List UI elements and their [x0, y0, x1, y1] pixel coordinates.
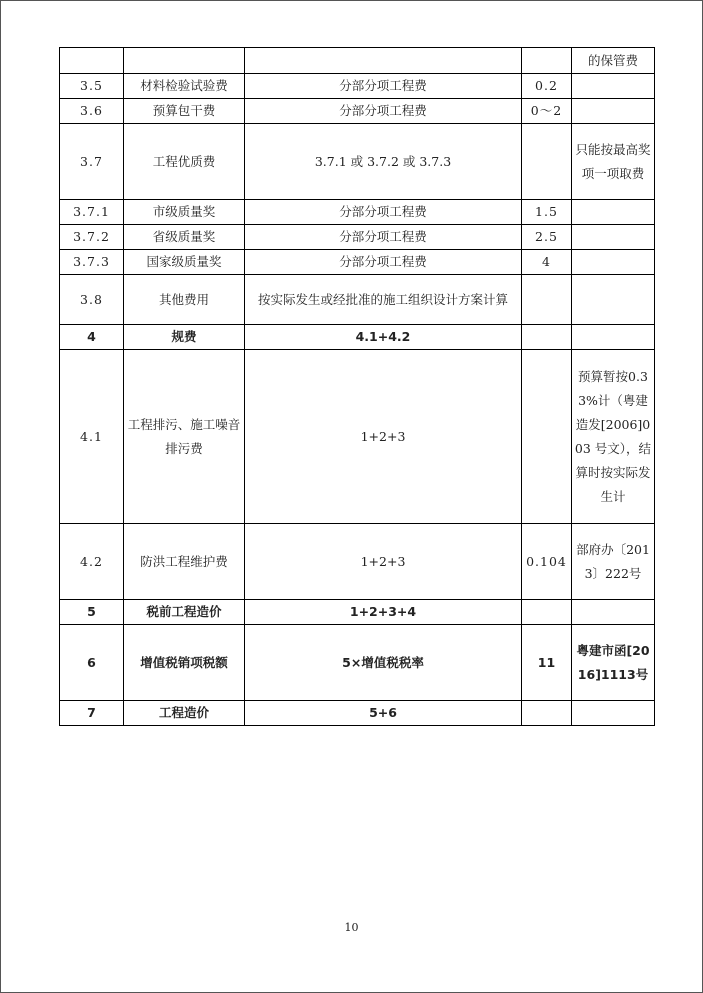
table-row	[60, 350, 655, 524]
note: 只能按最高奖项一项取费	[572, 124, 655, 200]
note: 的保管费	[572, 48, 655, 74]
item-number: 3.7.1	[60, 200, 124, 225]
table-row	[60, 701, 655, 726]
table-row	[60, 124, 655, 200]
table-row	[60, 225, 655, 250]
calc-basis: 分部分项工程费	[245, 225, 522, 250]
rate: 0～2	[522, 99, 572, 124]
table-row	[60, 625, 655, 701]
table-row	[60, 74, 655, 99]
rate	[522, 600, 572, 625]
rate: 0.2	[522, 74, 572, 99]
rate	[522, 350, 572, 524]
rate: 0.104	[522, 524, 572, 600]
calc-basis: 5×增值税税率	[245, 625, 522, 701]
calc-basis: 分部分项工程费	[245, 74, 522, 99]
item-number: 7	[60, 701, 124, 726]
table-row	[60, 200, 655, 225]
note	[572, 275, 655, 325]
rate	[522, 48, 572, 74]
calc-basis: 按实际发生或经批准的施工组织设计方案计算	[245, 275, 522, 325]
item-number: 3.5	[60, 74, 124, 99]
item-number	[60, 48, 124, 74]
calc-basis: 分部分项工程费	[245, 250, 522, 275]
calc-basis: 3.7.1 或 3.7.2 或 3.7.3	[245, 124, 522, 200]
rate	[522, 325, 572, 350]
note	[572, 200, 655, 225]
item-name: 规费	[124, 325, 245, 350]
page-number: 10	[344, 921, 359, 934]
rate: 11	[522, 625, 572, 701]
rate	[522, 124, 572, 200]
note	[572, 74, 655, 99]
calc-basis: 1+2+3	[245, 350, 522, 524]
item-name: 工程排污、施工噪音排污费	[124, 350, 245, 524]
note: 部府办〔2013〕222号	[572, 524, 655, 600]
note	[572, 600, 655, 625]
table-row	[60, 250, 655, 275]
item-name: 工程造价	[124, 701, 245, 726]
note	[572, 99, 655, 124]
note: 粤建市函[2016]1113号	[572, 625, 655, 701]
table-row	[60, 524, 655, 600]
item-number: 5	[60, 600, 124, 625]
item-number: 3.6	[60, 99, 124, 124]
cost-table	[59, 47, 655, 726]
table-row	[60, 600, 655, 625]
item-number: 3.7.2	[60, 225, 124, 250]
item-number: 3.7	[60, 124, 124, 200]
calc-basis: 5+6	[245, 701, 522, 726]
note	[572, 225, 655, 250]
item-number: 6	[60, 625, 124, 701]
item-name: 工程优质费	[124, 124, 245, 200]
rate: 4	[522, 250, 572, 275]
table-row	[60, 99, 655, 124]
item-number: 3.8	[60, 275, 124, 325]
item-name: 其他费用	[124, 275, 245, 325]
item-number: 4.1	[60, 350, 124, 524]
item-name: 防洪工程维护费	[124, 524, 245, 600]
calc-basis: 分部分项工程费	[245, 99, 522, 124]
item-name: 市级质量奖	[124, 200, 245, 225]
calc-basis: 分部分项工程费	[245, 200, 522, 225]
item-name: 材料检验试验费	[124, 74, 245, 99]
calc-basis: 1+2+3+4	[245, 600, 522, 625]
table-row	[60, 275, 655, 325]
item-number: 3.7.3	[60, 250, 124, 275]
item-name: 省级质量奖	[124, 225, 245, 250]
item-name: 增值税销项税额	[124, 625, 245, 701]
calc-basis	[245, 48, 522, 74]
table-row	[60, 325, 655, 350]
item-name: 预算包干费	[124, 99, 245, 124]
calc-basis: 1+2+3	[245, 524, 522, 600]
calc-basis: 4.1+4.2	[245, 325, 522, 350]
rate: 1.5	[522, 200, 572, 225]
rate: 2.5	[522, 225, 572, 250]
item-name	[124, 48, 245, 74]
note	[572, 325, 655, 350]
note	[572, 250, 655, 275]
table-row	[60, 48, 655, 74]
rate	[522, 701, 572, 726]
note	[572, 701, 655, 726]
rate	[522, 275, 572, 325]
note: 预算暂按0.33%计（粤建造发[2006]003 号文），结算时按实际发生计	[572, 350, 655, 524]
item-name: 国家级质量奖	[124, 250, 245, 275]
item-number: 4	[60, 325, 124, 350]
item-name: 税前工程造价	[124, 600, 245, 625]
item-number: 4.2	[60, 524, 124, 600]
